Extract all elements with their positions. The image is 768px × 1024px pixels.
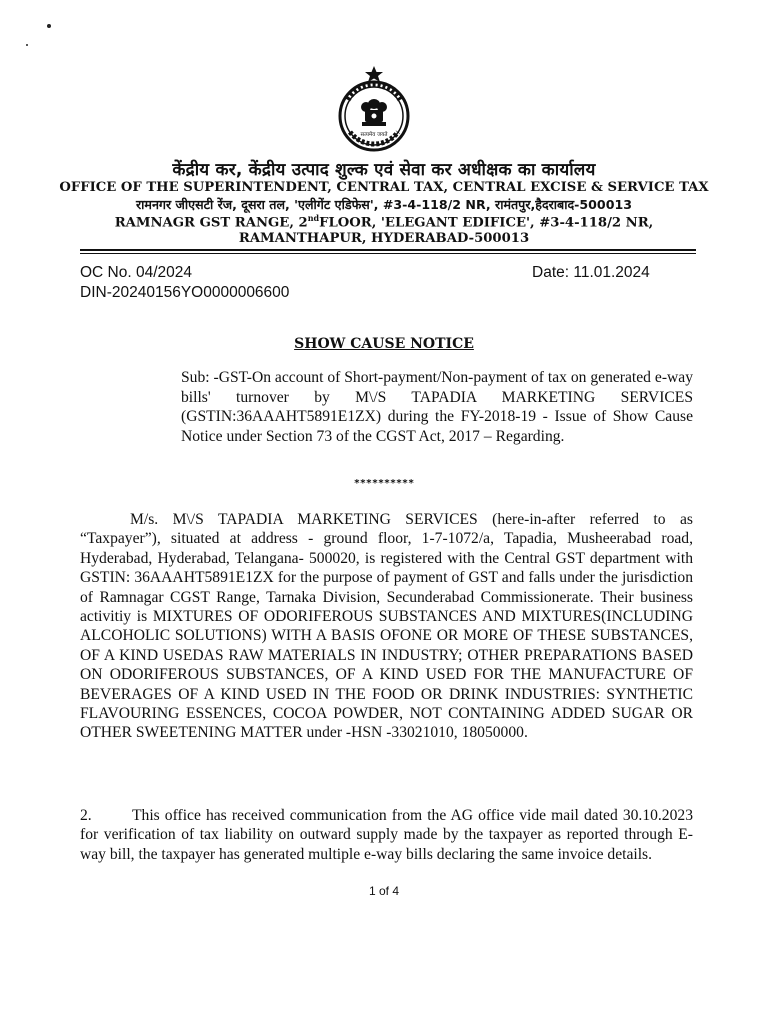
address-line1-superscript: nd xyxy=(307,213,320,223)
office-address-hindi: रामनगर जीएसटी रेंज, दूसरा तल, 'एलीगेंट एडिफेस', #3-4-118/2 NR, रामंतपुर,हैदराबाद-500013 xyxy=(136,197,632,212)
paragraph-1-text: M/s. M\/S TAPADIA MARKETING SERVICES (here-in-after referred to as “Taxpayer”), situated at address - ground floor, 1-7-1072/a, Tapadia, Musheerabad road, Hyderabad, Hyderabad, Telangana- 500020, is registered with the Central GST department with GSTIN: 36AAAHT5891E1ZX for the purpose of payment of GST and falls under the jurisdiction of Ramnagar CGST Range, Tarnaka Division, Secunderabad Commissionerate. Their business activitiy is MIXTURES OF ODORIFEROUS SUBSTANCES AND MIXTURES(INCLUDING ALCOHOLIC SOLUTIONS) WITH A BASIS OFONE OR MORE OF THESE SUBSTANCES, OF A KIND USEDAS RAW MATERIALS IN INDUSTRY; OTHER PREPARATIONS BASED ON ODORIFEROUS SUBSTANCES, OF A KIND USED FOR THE MANUFACTURE OF BEVERAGES OF A KIND USED IN THE FOOD OR DRINK INDUSTRIES: SYNTHETIC FLAVOURING ESSENCES, COCOA POWDER, NOT CONTAINING ADDED SUGAR OR OTHER SWEETENING MATTER under -HSN -33021010, 18050000. xyxy=(80,511,693,742)
din-number: DIN-20240156YO0000006600 xyxy=(80,284,290,301)
paragraph-2-number: 2. xyxy=(80,807,92,824)
section-separator: ********** xyxy=(353,478,415,489)
notice-subject: Sub: -GST-On account of Short-payment/Non-payment of tax on generated e-way bills' turnover by M\/S TAPADIA MARKETING SERVICES (GSTIN:36AAAHT5891E1ZX) during the FY-2018-19 - Issue of Show Cause Notice under Section 73 of the CGST Act, 2017 – Regarding. xyxy=(181,369,693,445)
page-number: 1 of 4 xyxy=(368,884,400,898)
notice-date: Date: 11.01.2024 xyxy=(532,264,650,281)
paragraph-2-text: This office has received communication from the AG office vide mail dated 30.10.2023 for verification of tax liability on outward supply made by the taxpayer as reported through E-way bill, the taxpayer has generated multiple e-way bills declaring the same invoice details. xyxy=(80,807,693,863)
emblem-motto: सत्यमेव जयते xyxy=(360,132,388,138)
cbic-emblem-icon xyxy=(334,64,414,154)
scan-speck-dot xyxy=(26,44,28,46)
oc-number: OC No. 04/2024 xyxy=(80,264,193,281)
header-divider xyxy=(80,249,696,251)
address-line1-part-b: FLOOR, 'ELEGANT EDIFICE', #3-4-118/2 NR, xyxy=(319,215,654,231)
body-paragraph-1 xyxy=(80,510,693,743)
office-address-line2: RAMANTHAPUR, HYDERABAD-500013 xyxy=(238,231,530,246)
header-divider-thin xyxy=(80,253,696,254)
office-address-line1 xyxy=(0,213,768,230)
scan-speck-dot xyxy=(47,24,51,28)
address-line1-part-a: RAMNAGR GST RANGE, 2 xyxy=(114,215,308,231)
body-paragraph-2 xyxy=(80,806,693,864)
notice-title: SHOW CAUSE NOTICE xyxy=(294,336,474,352)
office-title: OFFICE OF THE SUPERINTENDENT, CENTRAL TAX, CENTRAL EXCISE & SERVICE TAX xyxy=(59,180,709,195)
office-title-hindi: केंद्रीय कर, केंद्रीय उत्पाद शुल्क एवं सेवा कर अधीक्षक का कार्यालय xyxy=(172,160,596,180)
